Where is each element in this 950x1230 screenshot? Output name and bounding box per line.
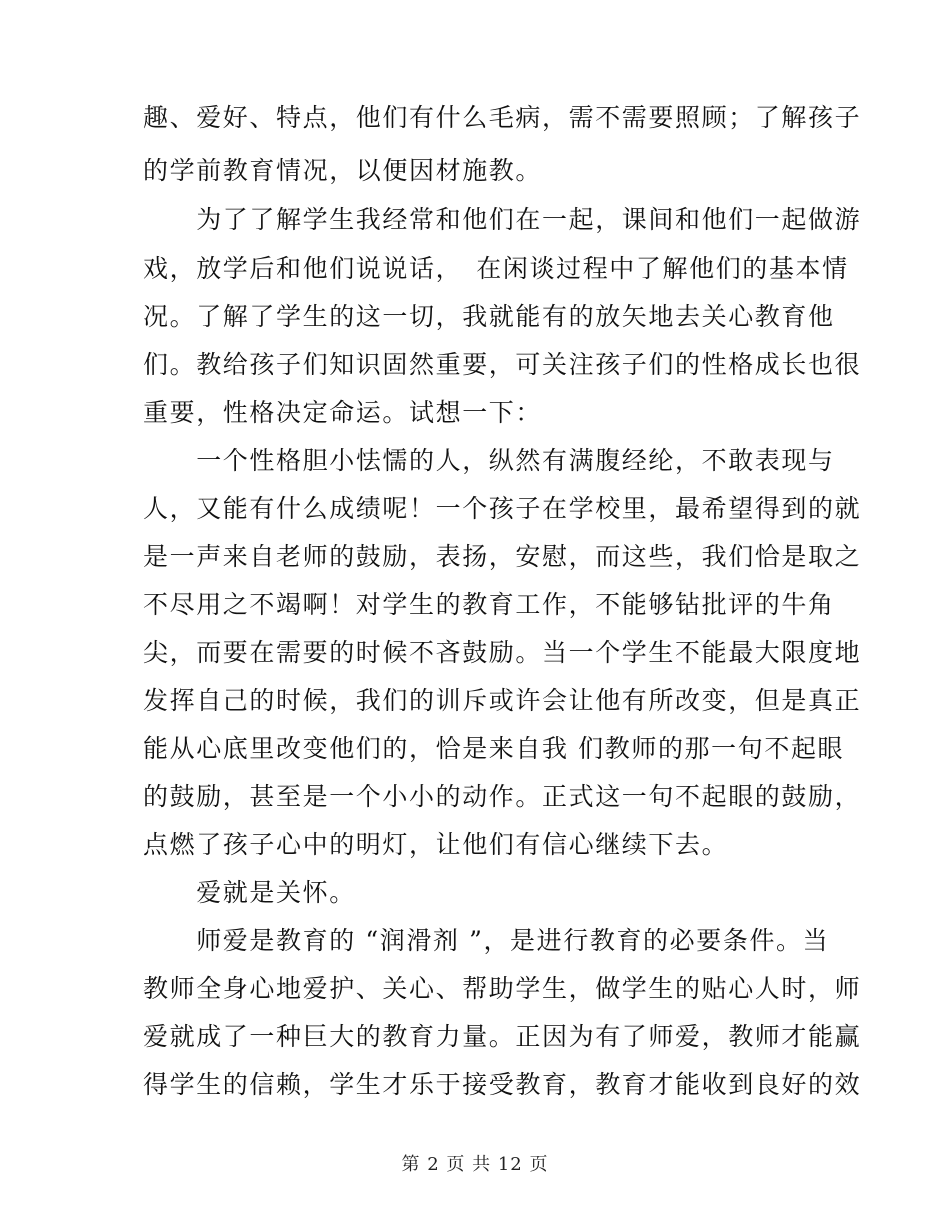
text-line: 师爱是教育的 “润滑剂 ”，是进行教育的必要条件。当	[143, 926, 830, 955]
text-line: 点燃了孩子心中的明灯，让他们有信心继续下去。	[143, 830, 729, 859]
text-line: 是一声来自老师的鼓励，表扬，安慰，而这些，我们恰是取之	[143, 542, 862, 571]
text-line: 况。了解了学生的这一切，我就能有的放矢地去关心教育他	[143, 302, 835, 331]
text-line: 不尽用之不竭啊！对学生的教育工作，不能够钻批评的牛角	[143, 590, 835, 619]
text-line: 们。教给孩子们知识固然重要，可关注孩子们的性格成长也很	[143, 350, 862, 379]
text-line: 一个性格胆小怯懦的人，纵然有满腹经纶，不敢表现与	[143, 446, 835, 475]
text-line: 人，又能有什么成绩呢！一个孩子在学校里，最希望得到的就	[143, 494, 862, 523]
text-line: 爱就是关怀。	[143, 878, 356, 907]
text-line: 的鼓励，甚至是一个小小的动作。正式这一句不起眼的鼓励，	[143, 782, 862, 811]
text-line: 的学前教育情况，以便因材施教。	[143, 156, 543, 185]
text-line: 戏，放学后和他们说说话， 在闲谈过程中了解他们的基本情	[143, 254, 849, 283]
text-line: 教师全身心地爱护、关心、帮助学生，做学生的贴心人时，师	[143, 974, 862, 1003]
page-number-footer: 第 2 页 共 12 页	[401, 1154, 549, 1175]
text-line: 趣、爱好、特点，他们有什么毛病，需不需要照顾；了解孩子	[143, 103, 862, 132]
text-line: 爱就成了一种巨大的教育力量。正因为有了师爱，教师才能赢	[143, 1022, 862, 1051]
text-line: 发挥自己的时候，我们的训斥或许会让他有所改变，但是真正	[143, 686, 862, 715]
text-line: 重要，性格决定命运。试想一下：	[143, 398, 543, 427]
text-line: 尖，而要在需要的时候不吝鼓励。当一个学生不能最大限度地	[143, 638, 862, 667]
text-line: 得学生的信赖，学生才乐于接受教育，教育才能收到良好的效	[143, 1070, 862, 1099]
text-line: 为了了解学生我经常和他们在一起，课间和他们一起做游	[143, 205, 862, 234]
text-line: 能从心底里改变他们的，恰是来自我 们教师的那一句不起眼	[143, 734, 845, 763]
